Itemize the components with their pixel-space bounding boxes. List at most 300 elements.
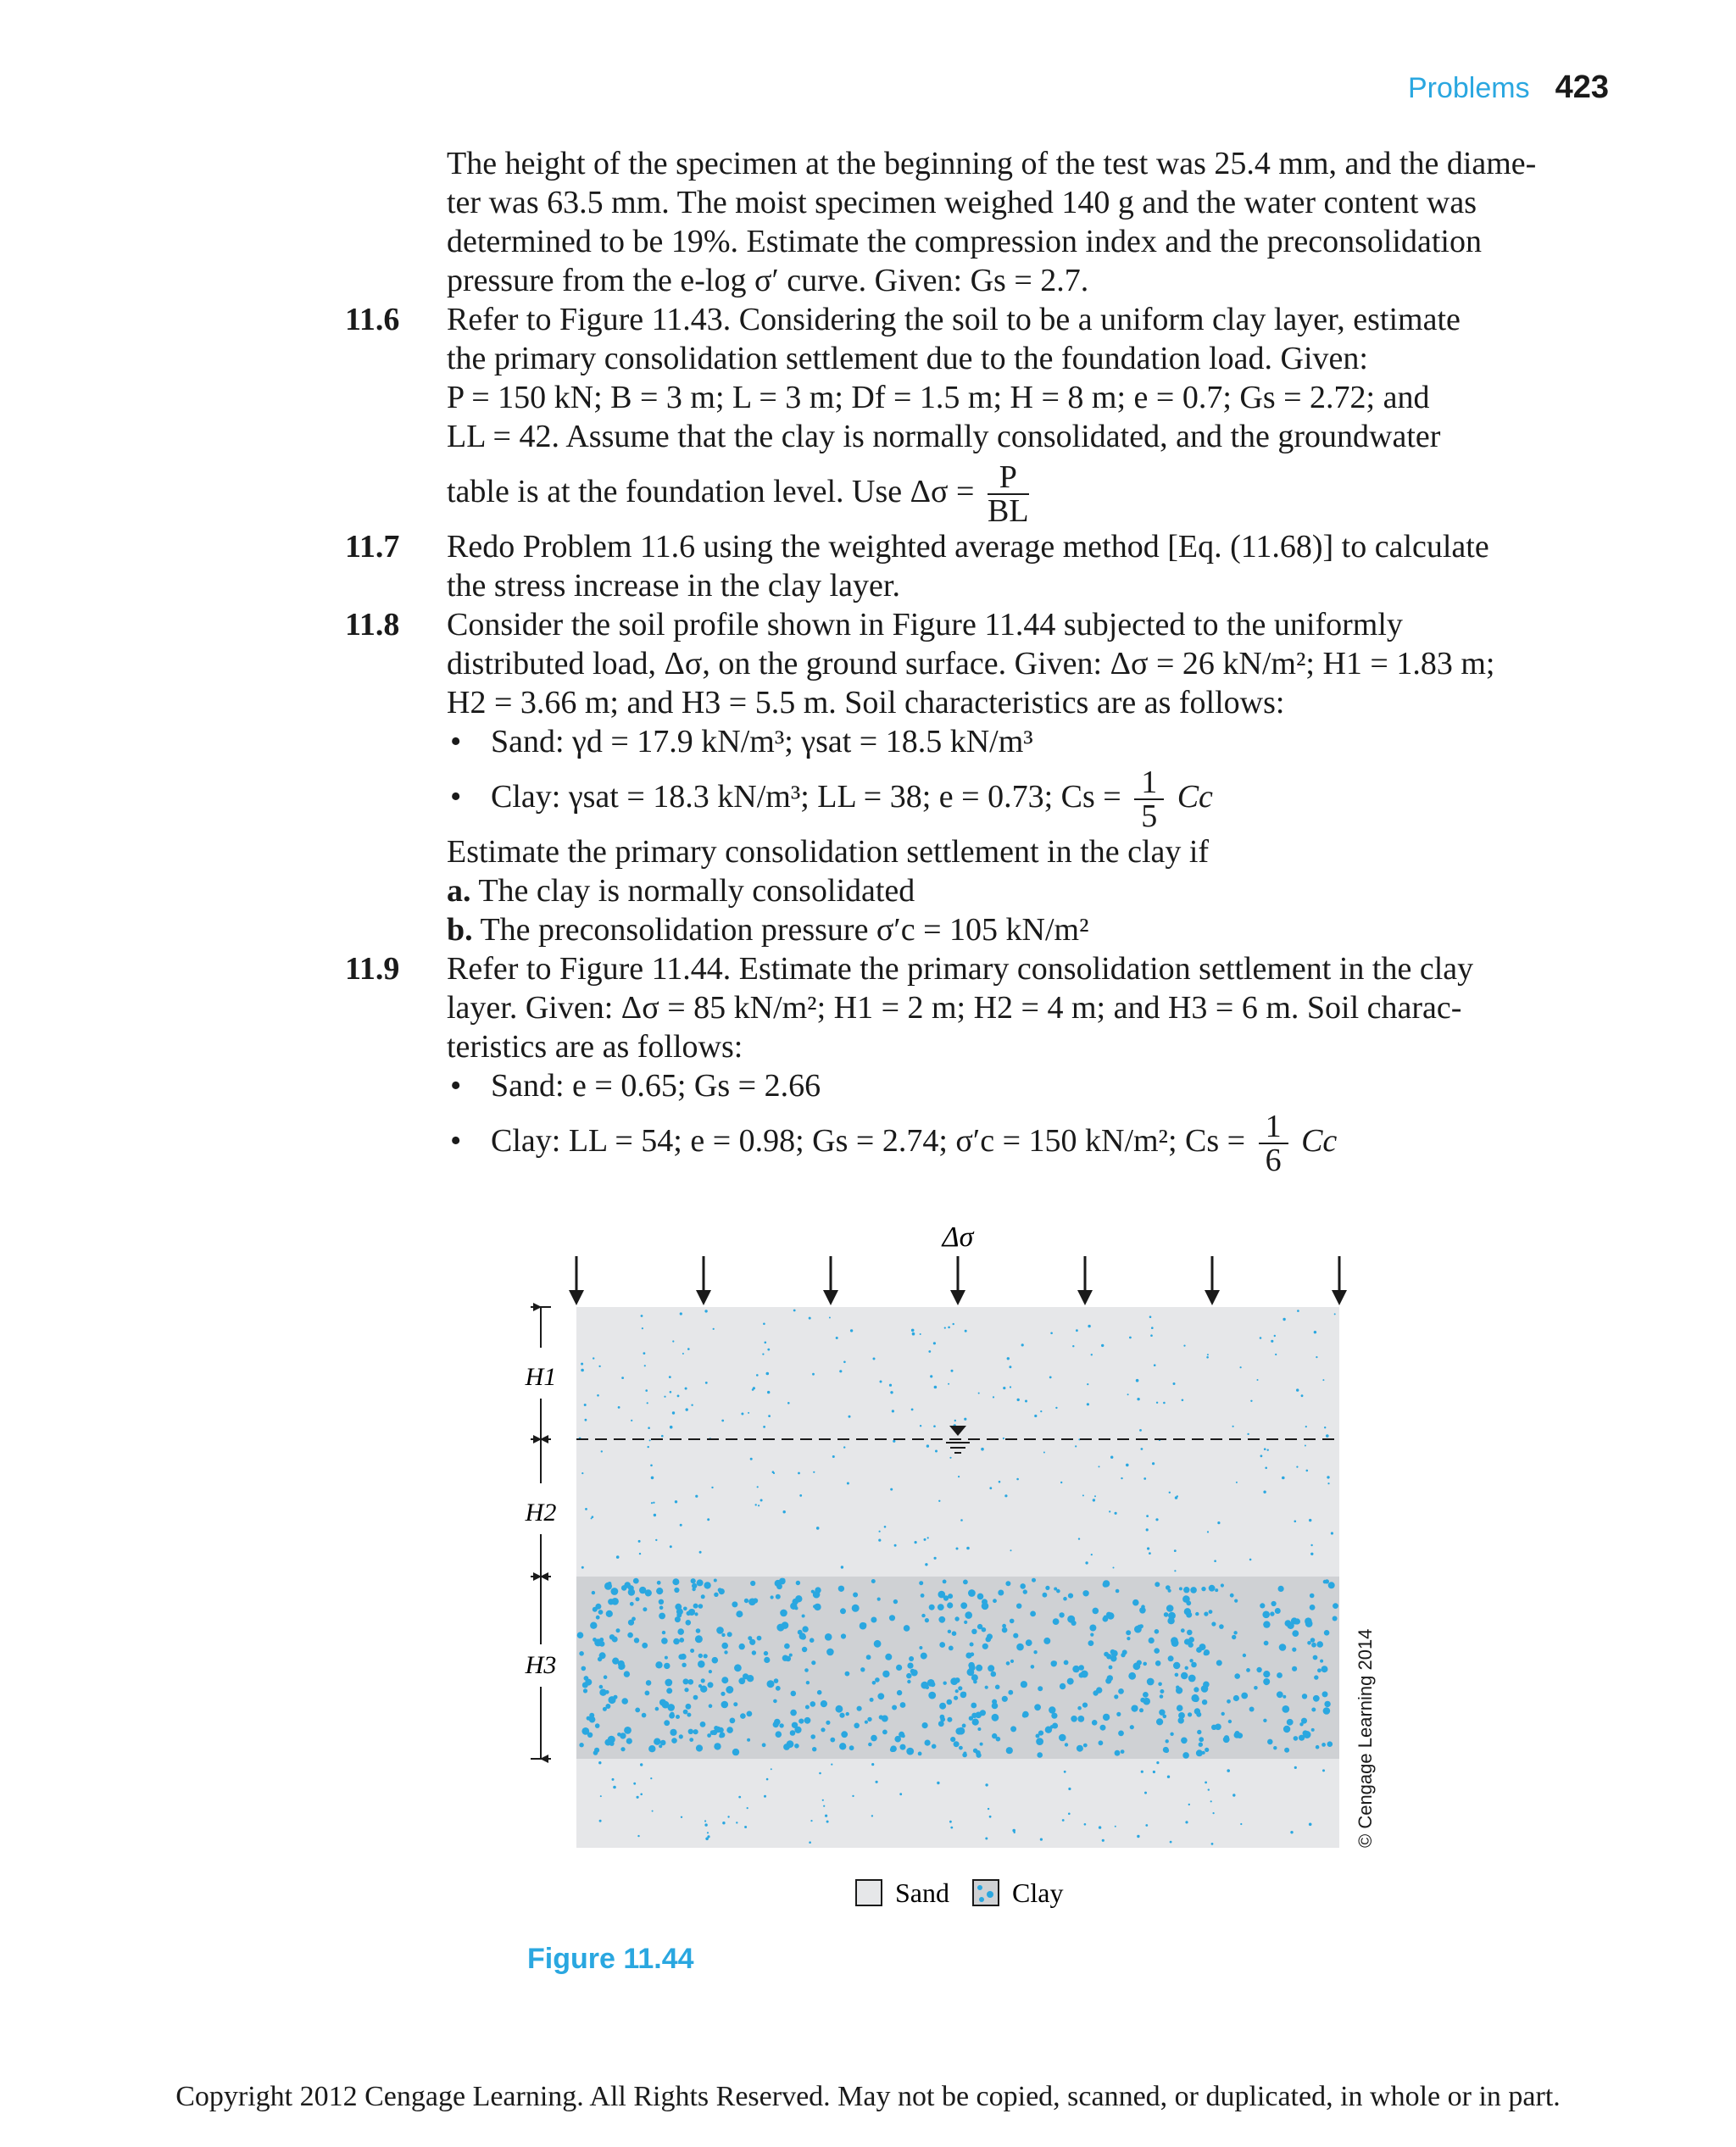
soil-particle [1187,1630,1193,1636]
soil-particle [1230,1594,1234,1598]
soil-particle [1031,1665,1035,1669]
soil-particle [1321,1743,1326,1747]
soil-particle [596,1616,600,1620]
soil-particle [809,1841,811,1844]
soil-particle [1036,1738,1043,1745]
soil-particle [900,1744,906,1750]
soil-particle [1013,1633,1018,1638]
soil-particle [821,1727,825,1732]
load-arrowhead [950,1290,965,1305]
soil-particle [638,1540,641,1543]
soil-particle [721,1701,729,1709]
soil-particle [846,1712,849,1716]
soil-particle [1210,1800,1212,1802]
soil-particle [1056,1589,1060,1594]
soil-particle [1151,1327,1154,1329]
soil-particle [1167,1776,1170,1778]
cc-symbol: Cc [1301,1123,1338,1159]
soil-particle [877,1598,881,1601]
soil-particle [972,1719,979,1726]
soil-particle [970,1652,974,1656]
soil-particle [1079,1672,1084,1677]
soil-particle [1121,1653,1125,1657]
soil-particle [985,1783,988,1786]
soil-particle [991,1671,997,1677]
bullet-dot: • [450,1068,462,1104]
soil-particle [584,1676,589,1681]
soil-particle [1043,1593,1048,1598]
soil-particle [577,1632,584,1638]
soil-particle [958,1476,960,1477]
soil-particle [579,1743,583,1747]
soil-particle [1188,1637,1194,1643]
soil-particle [958,1727,965,1735]
soil-particle [694,1612,698,1616]
soil-particle [1141,1605,1145,1609]
soil-particle [1010,1660,1014,1663]
soil-particle [948,1383,949,1385]
soil-particle [1165,1749,1170,1754]
soil-particle [907,1680,910,1683]
soil-particle [1316,1641,1323,1648]
soil-particle [1113,1567,1115,1569]
soil-particle [804,1668,809,1672]
soil-particle [1021,1343,1024,1346]
soil-particle [1087,1403,1089,1405]
soil-particle [1320,1660,1323,1663]
load-arrowhead [1205,1290,1220,1305]
soil-particle [1155,1582,1160,1587]
soil-particle [966,1547,970,1550]
soil-particle [672,1578,679,1585]
soil-particle [652,1810,654,1812]
soil-particle [1213,1812,1215,1814]
figure-11-44 [509,1212,1441,1958]
soil-particle [906,1748,914,1755]
soil-particle [1183,1345,1185,1347]
soil-particle [1188,1804,1190,1805]
soil-particle [1175,1496,1177,1499]
soil-particle [1155,1518,1158,1521]
soil-particle [763,1323,765,1326]
soil-particle [940,1715,945,1720]
soil-particle [1082,1494,1084,1496]
soil-particle [1093,1608,1099,1615]
soil-particle [1326,1434,1329,1438]
soil-particle [634,1638,639,1643]
problem-11-9 [345,949,1616,988]
soil-particle [806,1681,810,1684]
soil-particle [1178,1717,1184,1723]
soil-particle [950,1827,953,1829]
soil-particle [1109,1510,1110,1512]
soil-particle [947,1699,953,1705]
soil-particle [902,1734,905,1738]
soil-particle [651,1477,654,1480]
soil-particle [938,1500,940,1502]
soil-particle [1202,1699,1207,1705]
soil-particle [954,1616,959,1621]
soil-particle [1163,1402,1166,1404]
soil-particle [683,1710,688,1715]
soil-particle [1264,1641,1269,1646]
soil-particle [1215,1588,1218,1592]
soil-particle [1306,1470,1309,1472]
soil-particle [1083,1744,1088,1748]
soil-particle [1294,1736,1299,1741]
soil-particle [1173,1382,1176,1385]
load-arrowhead [823,1290,838,1305]
soil-particle [633,1783,636,1785]
soil-particle [697,1579,704,1586]
soil-particle [1055,1407,1057,1409]
soil-particle [973,1680,977,1684]
soil-particle [779,1723,783,1727]
bullet-item [447,722,1616,761]
soil-particle [783,1744,790,1750]
soil-particle [730,1718,736,1724]
soil-particle [1323,1707,1331,1715]
soil-particle [1163,1715,1167,1719]
soil-particle [670,1712,674,1716]
soil-particle [1219,1624,1224,1629]
soil-particle [885,1654,892,1660]
soil-particle [592,1591,595,1594]
soil-particle [1092,1720,1098,1726]
soil-particle [1170,1841,1172,1844]
soil-particle [988,1665,994,1671]
soil-particle [947,1602,953,1608]
soil-particle [841,1633,846,1638]
soil-particle [1137,1398,1139,1400]
soil-particle [1131,1705,1138,1712]
soil-particle [1311,1643,1316,1648]
soil-particle [935,1450,938,1453]
soil-particle [1010,1619,1015,1624]
soil-particle [704,1582,710,1588]
text-line: The height of the specimen at the beginning of the test was 25.4 mm, and the diame- [447,146,1537,181]
soil-particle [1078,1538,1080,1539]
soil-particle [1030,1611,1036,1617]
soil-particle [696,1744,703,1751]
soil-particle [965,1330,967,1332]
soil-particle [976,1753,982,1758]
soil-particle [884,1526,887,1528]
soil-particle [1040,1410,1042,1412]
soil-particle [655,1707,659,1711]
soil-particle [944,1327,946,1329]
fraction-denominator: 5 [1141,798,1158,835]
soil-particle [659,1599,664,1605]
soil-particle [704,1820,706,1822]
soil-particle [956,1548,959,1550]
soil-particle [1158,1683,1162,1687]
soil-particle [1211,1621,1216,1626]
soil-particle [593,1607,598,1612]
soil-particle [1085,1561,1088,1564]
soil-particle [1204,1651,1208,1655]
soil-particle [1263,1491,1266,1493]
soil-particle [1169,1492,1171,1493]
soil-particle [1260,1603,1265,1608]
soil-particle [793,1599,798,1605]
soil-particle [1241,1693,1248,1699]
soil-particle [904,1625,910,1632]
soil-particle [1221,1583,1224,1587]
soil-particle [1059,1734,1066,1742]
soil-particle [620,1747,625,1751]
soil-particle [1010,1386,1011,1388]
soil-particle [659,1744,662,1748]
soil-particle [943,1682,947,1685]
soil-particle [582,1683,588,1688]
soil-particle [591,1517,593,1519]
soil-particle [934,1386,938,1389]
soil-particle [830,1738,835,1743]
text-line-fraction [447,456,1616,530]
soil-particle [965,1611,972,1619]
soil-particle [684,1688,688,1692]
soil-particle [642,1643,648,1649]
soil-particle [655,1539,657,1541]
soil-particle [753,1598,758,1603]
soil-particle [982,1627,987,1632]
soil-particle [762,1354,764,1355]
soil-particle [774,1678,779,1683]
soil-particle [650,1777,652,1779]
text-line: teristics are as follows: [447,1029,743,1065]
soil-particle [1208,1788,1210,1790]
soil-particle [1110,1456,1113,1459]
soil-particle [1249,1707,1255,1712]
soil-particle [1156,1718,1163,1725]
soil-particle [1043,1452,1045,1454]
soil-particle [989,1816,992,1818]
item-a [447,871,1616,910]
soil-particle [1149,1638,1155,1644]
soil-particle [920,1425,921,1427]
soil-particle [912,1332,915,1336]
soil-particle [911,1670,918,1677]
soil-particle [1156,1402,1158,1404]
bullet-dot: • [450,1123,462,1159]
soil-particle [1107,1612,1114,1619]
soil-particle [643,1352,646,1354]
soil-particle [672,1340,674,1342]
soil-particle [1181,1628,1185,1632]
soil-particle [841,1566,843,1568]
soil-particle [581,1363,583,1366]
soil-particle [1051,1660,1057,1666]
soil-particle [804,1717,811,1724]
soil-particle [1050,1332,1053,1335]
soil-particle [762,1743,766,1747]
soil-particle [1232,1794,1235,1796]
soil-particle [816,1527,820,1530]
soil-particle [822,1799,824,1801]
soil-particle [1310,1605,1316,1610]
soil-particle [955,1689,959,1693]
soil-particle [594,1638,602,1646]
soil-particle [581,1727,589,1735]
soil-particle [1307,1641,1311,1645]
soil-particle [802,1626,808,1632]
soil-particle [1040,1838,1043,1841]
fraction [1259,1109,1288,1179]
soil-particle [699,1551,702,1554]
soil-particle [882,1730,887,1735]
soil-particle [1004,1494,1007,1497]
soil-particle [744,1599,748,1603]
soil-particle [758,1505,760,1506]
soil-particle [1034,1415,1037,1417]
soil-particle [1177,1705,1183,1711]
soil-particle [744,1826,747,1828]
soil-particle [793,1310,796,1312]
soil-particle [1273,1746,1277,1749]
soil-particle [1130,1725,1134,1729]
soil-particle [682,1663,686,1667]
soil-particle [823,1805,825,1807]
soil-particle [1103,1582,1108,1587]
soil-particle [1016,1644,1024,1651]
soil-particle [1292,1630,1299,1637]
soil-particle [782,1655,788,1661]
soil-particle [709,1670,712,1673]
soil-particle [1068,1788,1071,1790]
figure-caption: Figure 11.44 [527,1943,694,1975]
soil-particle [683,1607,687,1611]
soil-particle [721,1677,728,1683]
soil-particle [705,1382,708,1384]
soil-particle [871,1617,876,1623]
soil-particle [1323,1580,1327,1584]
soil-particle [836,1337,838,1339]
soil-particle [1194,1708,1200,1714]
soil-particle [1310,1638,1316,1643]
soil-particle [925,1618,929,1622]
soil-particle [1196,1647,1202,1653]
soil-particle [1322,1769,1325,1772]
soil-particle [969,1716,973,1721]
soil-particle [791,1691,797,1697]
soil-particle [1075,1445,1077,1447]
soil-particle [1045,1586,1049,1590]
soil-profile-diagram [509,1212,1441,1958]
bullet-text: Clay: LL = 54; e = 0.98; Gs = 2.74; σ′c = 150 kN/m²; Cs = [491,1123,1246,1159]
soil-particle [1006,1661,1010,1666]
soil-particle [1099,1466,1100,1467]
soil-particle [985,1686,988,1689]
soil-particle [636,1597,640,1601]
soil-particle [1183,1587,1189,1593]
soil-particle [1115,1750,1121,1756]
soil-particle [812,1373,815,1376]
soil-particle [621,1377,624,1379]
soil-particle [768,1415,771,1417]
soil-particle [682,1353,684,1354]
soil-particle [1322,1379,1324,1381]
soil-particle [641,1315,643,1317]
soil-particle [640,1763,643,1766]
soil-particle [693,1604,698,1609]
soil-particle [637,1835,639,1837]
soil-particle [1181,1672,1188,1679]
soil-particle [874,1640,882,1648]
soil-particle [1093,1690,1098,1695]
soil-particle [673,1638,680,1645]
soil-particle [933,1425,936,1427]
soil-particle [721,1420,724,1422]
soil-particle [932,1744,937,1749]
soil-particle [670,1426,673,1429]
soil-particle [939,1703,946,1710]
soil-particle [1263,1671,1270,1677]
soil-particle [1093,1499,1095,1501]
soil-particle [639,1553,641,1555]
figure-copyright: © Cengage Learning 2014 [1355,1628,1376,1848]
soil-particle [950,1737,955,1742]
soil-particle [732,1749,739,1755]
soil-particle [712,1657,719,1664]
problem-11-7 [345,527,1616,566]
soil-particle [1188,1675,1196,1683]
soil-particle [679,1638,684,1643]
soil-particle [1274,1335,1276,1337]
soil-particle [794,1727,801,1733]
soil-particle [843,1446,845,1448]
soil-particle [1294,1621,1299,1625]
soil-particle [611,1588,619,1595]
soil-particle [930,1375,932,1377]
fraction-denominator: BL [987,493,1029,530]
soil-particle [1211,1843,1214,1845]
soil-particle [915,1541,917,1544]
soil-particle [760,1499,763,1502]
soil-particle [620,1733,626,1738]
soil-particle [897,1690,902,1695]
legend-sand-label: Sand [895,1877,949,1908]
problem-number: 11.6 [345,302,400,337]
soil-particle [767,1349,770,1351]
soil-particle [968,1662,975,1669]
h3-label: H3 [525,1651,557,1679]
soil-particle [1137,1835,1139,1838]
soil-particle [601,1450,603,1452]
soil-particle [626,1738,632,1744]
soil-particle [1265,1682,1268,1685]
soil-particle [747,1738,750,1742]
soil-particle [1026,1639,1032,1646]
soil-particle [1062,1819,1065,1822]
soil-particle [721,1692,725,1696]
soil-particle [764,1795,766,1798]
soil-particle [1197,1730,1201,1734]
text-line: P = 150 kN; B = 3 m; L = 3 m; Df = 1.5 m; H = 8 m; e = 0.7; Gs = 2.72; and [447,380,1430,415]
soil-particle [1188,1642,1194,1647]
soil-particle [1038,1686,1043,1691]
soil-particle [1077,1716,1084,1722]
soil-particle [787,1402,790,1404]
soil-particle [927,1537,929,1538]
soil-particle [988,1808,989,1810]
soil-particle [691,1578,696,1583]
fraction-numerator: P [988,461,1029,495]
soil-particle [599,1689,606,1696]
soil-particle [709,1704,713,1708]
soil-particle [628,1588,635,1595]
soil-particle [1216,1660,1222,1666]
